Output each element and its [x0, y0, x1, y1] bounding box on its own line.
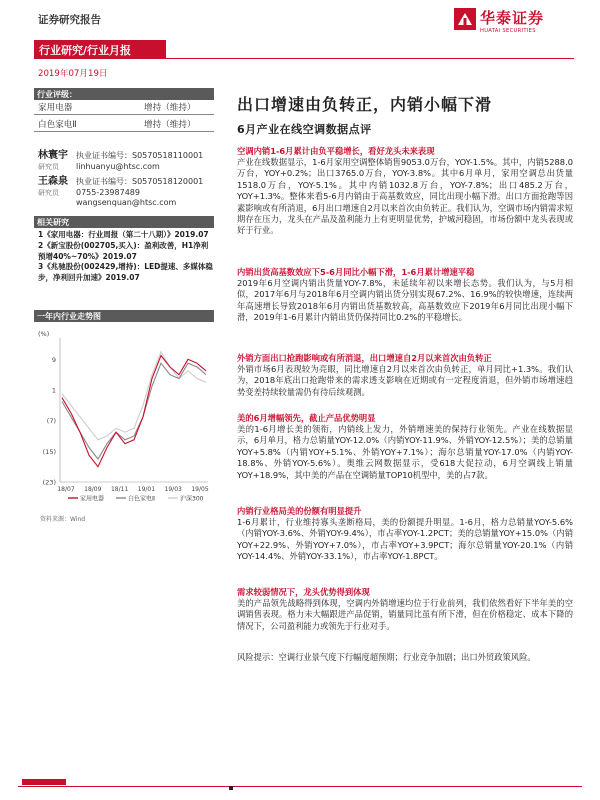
- x-tick-label: 19/05: [191, 486, 209, 493]
- related-section-bar: [34, 216, 214, 228]
- brand-logo: [454, 4, 574, 44]
- analyst-role: 研究员: [38, 189, 59, 197]
- header-divider: [34, 58, 574, 59]
- analyst-cert: 执业证书编号：S0570518110001: [76, 151, 204, 160]
- x-tick-label: 19/03: [164, 486, 182, 493]
- chart-section-title: 一年内行业走势图: [37, 311, 101, 321]
- logo-text-en: HUATAI SECURITIES: [480, 28, 536, 34]
- rating-row: [38, 118, 208, 130]
- legend-label: 家用电器: [80, 495, 105, 503]
- y-tick-label: 1: [51, 386, 56, 395]
- rating-value: 增持（维持）: [144, 120, 196, 130]
- related-section-title: 相关研究: [37, 217, 69, 227]
- analyst-role: 研究员: [38, 163, 59, 171]
- section-paragraph: 2019年6月空调内销出货量YOY-7.8%，未延续年初以来增长态势。我们认为，与5月相似，2017年6月与2018年6月空调内销出货分别实现67.2%、16.9%的较快增速，连续两年高速增长导致2018年6月内销出货基数较高，高基数效应下2019年6月同比出现小幅下滑，2019年1-6月累计内销出货仍保持同比0.2%的平稳增长。: [237, 278, 573, 323]
- report-type-label: 证券研究报告: [38, 14, 101, 26]
- footer-mark: [22, 779, 66, 785]
- y-tick-label: (7): [46, 417, 56, 426]
- section-paragraph: 美的1-6月增长美的领衔，内销线上发力，外销增速美的保持行业领先。产业在线数据显示，6月单月，格力总销量YOY-12.0%（内销YOY-11.9%、外销YOY-12.5%）；美的总销量YOY+5.8%（内销YOY+5.1%、外销YOY+7.1%）；海尔总销量YOY-17.0%（内销YOY-18.8%、外销YOY-5.6%）。奥维云网数据显示，受618大促拉动，6月空调线上销量YOY+18.9%，其中美的产品在空调销量TOP10机型中，美的占7款。: [237, 424, 573, 480]
- logo-mark-icon: [454, 8, 476, 30]
- rating-divider: [34, 114, 214, 115]
- x-tick-label: 18/11: [110, 486, 129, 493]
- y-tick-label: (15): [42, 447, 56, 456]
- rating-value: 增持（维持）: [144, 103, 196, 113]
- x-tick-label: 19/01: [137, 486, 156, 493]
- analyst-cert: 执业证书编号：S0570518120001: [76, 177, 204, 186]
- legend-label: 沪深300: [180, 495, 204, 503]
- rating-section-title: 行业评级：: [37, 89, 77, 99]
- y-tick-label: (23): [42, 478, 56, 487]
- related-item[interactable]: 2《新宝股份(002705,买入)：盈利改善，H1净利预增40%~70%》2019.07: [38, 240, 209, 261]
- analyst-block: [38, 176, 204, 207]
- analyst-name: 王森泉: [38, 176, 68, 187]
- analyst-email[interactable]: wangsenquan@htsc.com: [76, 198, 177, 207]
- analyst-phone: 0755-23987489: [76, 187, 140, 197]
- report-subtitle: 6月产业在线空调数据点评: [237, 123, 372, 136]
- analyst-contact: [76, 151, 203, 172]
- section-heading: 美的6月增幅领先，截止产品优势明显: [237, 413, 376, 423]
- chart-section-bar: [34, 310, 214, 322]
- footer-divider: [18, 786, 582, 787]
- related-item[interactable]: 1《家用电器：行业周报（第二十八期）》2019.07: [38, 230, 209, 239]
- section-paragraph: 美的产品领先战略得到体现，空调内外销增速均位于行业前列，我们依然看好下半年美的空调销售表现。格力未大幅跟进产品促销，销量同比虽有所下滑，但在价格稳定、成本下降的情况下，公司盈利能力或领先于行业对手。: [237, 598, 573, 631]
- section-heading: 需求较弱情况下，龙头优势得到体现: [237, 587, 370, 597]
- x-tick-label: 18/07: [57, 486, 75, 493]
- analyst-block: [38, 150, 204, 171]
- footer-dot: [229, 786, 233, 790]
- section-heading: 内销出货高基数效应下5-6月同比小幅下滑，1-6月累计增速平稳: [237, 267, 475, 277]
- analyst-contact: [76, 177, 203, 209]
- section-paragraph: 外销市场6月表现较为亮眼，同比增速自2月以来首次由负转正，单月同比+1.3%。我们认为，2018年底出口抢跑带来的需求透支影响在近期或有一定程度消退，但外销市场增速趋势变差持续较量需仍有待后续观测。: [237, 364, 573, 397]
- section-heading: 内销行业格局美的份额有明显提升: [237, 506, 362, 516]
- rating-row: [38, 101, 208, 113]
- rating-industry: 白色家电Ⅱ: [38, 120, 77, 130]
- category-banner: [34, 40, 166, 59]
- analyst-name: 林寰宇: [38, 150, 68, 161]
- section-paragraph: 产业在线数据显示，1-6月家用空调整体销售9053.0万台，YOY-1.5%。其中，内销5288.0万台，YOY+0.2%；出口3765.0万台，YOY-3.8%。其中6月单月，家用空调总出货量1518.0万台，YOY-5.1%。其中内销1032.8万台，YOY-7.8%；出口485.2万台，YOY+1.3%。整体来看5-6月内销由于高基数效应，同比出现小幅下滑。出口方面抢跑等因素影响或有所消退，6月出口增速自2月以来首次由负转正。我们认为，空调市场内销需求短期存在压力，龙头在产品及盈利能力上有更明显优势，护城河稳固，市场份额中龙头表现或好于行业。: [237, 157, 573, 236]
- category-label: 行业研究/行业月报: [39, 44, 132, 57]
- rating-industry: 家用电器: [38, 103, 73, 113]
- report-date: 2019年07月19日: [38, 69, 108, 79]
- section-paragraph: 1-6月累计，行业维持寡头垄断格局，美的份额提升明显。1-6月，格力总销量YOY-5.6%（内销YOY-3.6%、外销YOY-9.4%），市占率YOY-1.2PCT；美的总销量YOY+15.0%（内销YOY+22.9%、外销YOY+7.0%），市占率YOY+3.9PCT；海尔总销量YOY-20.1%（内销YOY-14.4%、外销YOY-33.1%），市占率YOY-1.8PCT。: [237, 517, 573, 562]
- logo-text-cn: 华泰证券: [480, 9, 545, 27]
- legend-label: 白色家电Ⅱ: [128, 495, 155, 503]
- related-list: [38, 230, 214, 284]
- y-unit-label: (%): [38, 330, 50, 338]
- rating-section-bar: [34, 88, 214, 100]
- industry-trend-chart: [36, 322, 214, 512]
- section-heading: 外销方面出口抢跑影响或有所消退，出口增速自2月以来首次由负转正: [237, 353, 492, 363]
- analyst-email[interactable]: linhuanyu@htsc.com: [76, 161, 160, 171]
- y-tick-label: 9: [51, 355, 56, 364]
- x-tick-label: 18/09: [84, 486, 102, 493]
- chart-source: 资料来源：Wind: [40, 516, 86, 523]
- series-line-家用电器: [62, 356, 206, 467]
- report-title: 出口增速由负转正，内销小幅下滑: [237, 95, 493, 114]
- risk-warning: 风险提示：空调行业景气度下行幅度超预期；行业竞争加剧；出口外贸政策风险。: [237, 652, 536, 662]
- series-line-白色家电Ⅱ: [62, 363, 206, 459]
- related-item[interactable]: 3《兆驰股份(002429,增持)：LED提速、多媒体稳步，净利回升加速》2019.07: [38, 262, 213, 283]
- section-heading: 空调内销1-6月累计由负平稳增长，看好龙头未来表现: [237, 146, 435, 156]
- rating-divider: [34, 131, 214, 132]
